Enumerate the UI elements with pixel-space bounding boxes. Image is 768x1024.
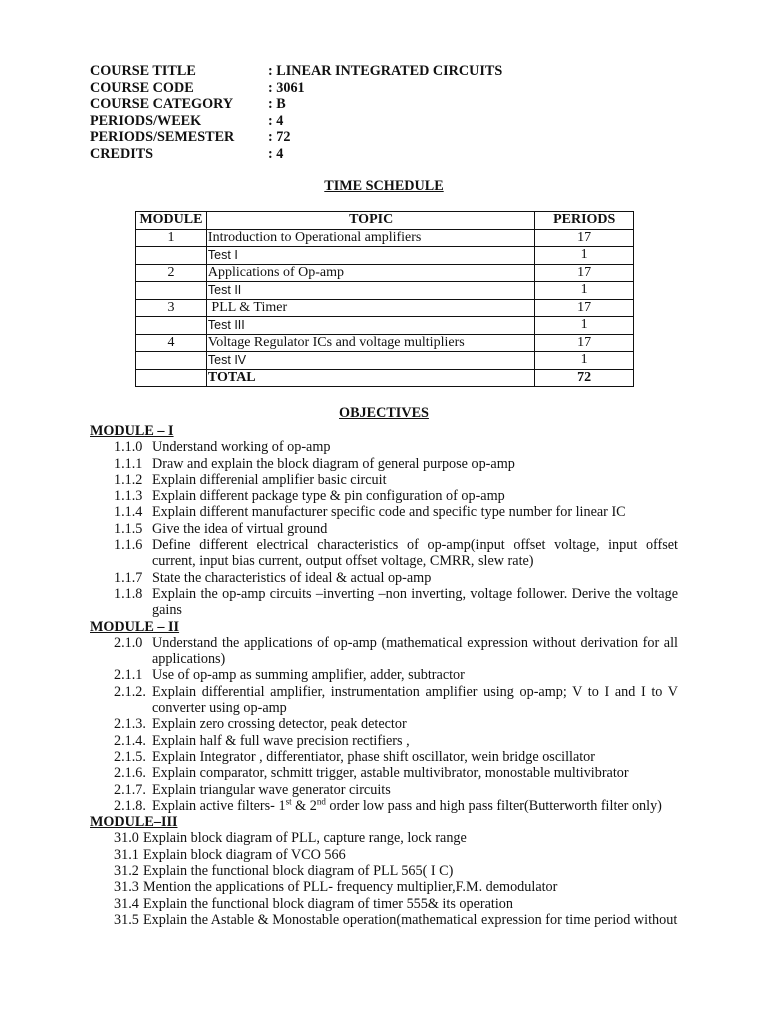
topic-cell: Test IV xyxy=(206,352,534,370)
course-info xyxy=(90,63,502,163)
list-item xyxy=(90,896,678,912)
module-1-heading: MODULE – I xyxy=(90,423,174,439)
item-number: 2.1.5. xyxy=(114,748,146,765)
module-3-items xyxy=(90,830,678,928)
item-text: Explain differenial amplifier basic circuit xyxy=(152,471,387,488)
credits-row xyxy=(90,146,502,163)
module-2-items xyxy=(90,635,678,814)
list-item xyxy=(90,912,678,928)
list-item xyxy=(90,830,678,846)
info-label: PERIODS/WEEK xyxy=(90,112,202,129)
list-item xyxy=(90,667,678,683)
list-item xyxy=(90,716,678,732)
text-part: Explain active filters- 1 xyxy=(152,797,286,814)
item-number: 31.5 xyxy=(114,911,139,928)
item-text: Explain block diagram of VCO 566 xyxy=(143,846,346,863)
item-number: 1.1.7 xyxy=(114,569,143,586)
list-item xyxy=(90,439,678,455)
periods-cell: 1 xyxy=(535,282,634,300)
item-number: 1.1.6 xyxy=(114,537,143,554)
text-part: order low pass and high pass filter(Butterworth filter only) xyxy=(325,797,662,814)
table-header-row xyxy=(136,212,634,230)
periods-semester-row xyxy=(90,129,502,146)
list-item xyxy=(90,782,678,798)
table-row xyxy=(136,317,634,335)
module-cell xyxy=(136,369,207,387)
item-text: State the characteristics of ideal & actual op-amp xyxy=(152,569,432,586)
item-number: 1.1.2 xyxy=(114,471,143,488)
module-cell: 4 xyxy=(136,334,207,352)
module-2-heading: MODULE – II xyxy=(90,618,180,635)
table-row xyxy=(136,299,634,317)
total-label: TOTAL xyxy=(206,369,534,387)
list-item xyxy=(90,586,678,619)
item-number: 2.1.0 xyxy=(114,634,143,651)
item-number: 2.1.4. xyxy=(114,732,146,749)
table-row xyxy=(136,264,634,282)
table-row xyxy=(136,352,634,370)
course-category-row xyxy=(90,96,502,113)
total-periods: 72 xyxy=(535,369,634,387)
item-number: 31.1 xyxy=(114,846,139,863)
item-text: Explain triangular wave generator circuits xyxy=(152,781,391,798)
item-number: 1.1.4 xyxy=(114,504,143,521)
item-text: Explain the functional block diagram of PLL 565( I C) xyxy=(143,863,454,880)
list-item xyxy=(90,863,678,879)
info-value: : 72 xyxy=(268,129,291,146)
objectives-list xyxy=(90,423,678,928)
periods-cell: 1 xyxy=(535,317,634,335)
item-number: 1.1.0 xyxy=(114,439,143,456)
item-text: Explain the op-amp circuits –inverting –non inverting, voltage follower. Derive the voltage gains xyxy=(152,585,678,619)
item-text: Understand the applications of op-amp (mathematical expression without derivation for all applications) xyxy=(152,634,678,668)
item-text xyxy=(152,798,678,814)
topic-cell: PLL & Timer xyxy=(206,299,534,317)
module-cell xyxy=(136,247,207,265)
list-item xyxy=(90,798,678,814)
item-number: 31.4 xyxy=(114,895,139,912)
list-item xyxy=(90,521,678,537)
item-text: Define different electrical characteristics of op-amp(input offset voltage, input offset current, input bias current, output offset voltage, CMRR, slew rate) xyxy=(152,537,678,570)
info-value: : 4 xyxy=(268,112,284,129)
topic-header: TOPIC xyxy=(206,212,534,230)
topic-cell: Applications of Op-amp xyxy=(206,264,534,282)
info-value: : B xyxy=(268,96,286,113)
item-number: 31.2 xyxy=(114,863,139,880)
item-number: 1.1.1 xyxy=(114,455,143,472)
item-number: 1.1.3 xyxy=(114,488,143,505)
periods-cell: 17 xyxy=(535,229,634,247)
topic-cell: Voltage Regulator ICs and voltage multipliers xyxy=(206,334,534,352)
time-schedule-table xyxy=(135,211,634,387)
text-part: & 2 xyxy=(291,797,317,814)
item-number: 2.1.2. xyxy=(114,683,146,700)
module-cell xyxy=(136,282,207,300)
table-row xyxy=(136,282,634,300)
info-value: : 3061 xyxy=(268,79,305,96)
periods-week-row xyxy=(90,113,502,130)
list-item xyxy=(90,847,678,863)
item-number: 2.1.6. xyxy=(114,765,146,782)
periods-cell: 1 xyxy=(535,247,634,265)
periods-cell: 17 xyxy=(535,264,634,282)
item-number: 31.0 xyxy=(114,830,139,847)
superscript: nd xyxy=(316,796,326,807)
info-label: COURSE CODE xyxy=(90,79,194,96)
info-label: COURSE TITLE xyxy=(90,63,196,79)
time-schedule-title: TIME SCHEDULE xyxy=(324,178,444,194)
item-number: 1.1.5 xyxy=(114,520,143,537)
item-text: Explain half & full wave precision rectifiers , xyxy=(152,732,410,749)
topic-cell: Test II xyxy=(206,282,534,300)
item-number: 1.1.8 xyxy=(114,585,143,602)
objectives-title: OBJECTIVES xyxy=(339,405,429,421)
module-3-heading: MODULE–III xyxy=(90,814,178,831)
module-header: MODULE xyxy=(136,212,207,230)
item-text: Explain the functional block diagram of timer 555& its operation xyxy=(143,895,513,912)
item-number: 2.1.1 xyxy=(114,667,143,684)
item-text: Use of op-amp as summing amplifier, adder, subtractor xyxy=(152,667,465,684)
superscript: st xyxy=(285,796,292,807)
list-item xyxy=(90,749,678,765)
item-text: Explain Integrator , differentiator, phase shift oscillator, wein bridge oscillator xyxy=(152,748,596,765)
topic-cell: Introduction to Operational amplifiers xyxy=(206,229,534,247)
info-value: : LINEAR INTEGRATED CIRCUITS xyxy=(268,63,503,79)
topic-cell: Test III xyxy=(206,317,534,335)
topic-cell: Test I xyxy=(206,247,534,265)
periods-header: PERIODS xyxy=(535,212,634,230)
module-cell: 2 xyxy=(136,264,207,282)
list-item xyxy=(90,879,678,895)
table-row xyxy=(136,334,634,352)
course-code-row xyxy=(90,80,502,97)
item-text: Draw and explain the block diagram of general purpose op-amp xyxy=(152,455,515,472)
module-1-items xyxy=(90,439,678,618)
item-text: Explain different package type & pin configuration of op-amp xyxy=(152,488,505,505)
info-label: CREDITS xyxy=(90,145,154,162)
module-cell xyxy=(136,317,207,335)
item-text: Mention the applications of PLL- frequency multiplier,F.M. demodulator xyxy=(143,879,558,896)
list-item xyxy=(90,635,678,668)
periods-cell: 1 xyxy=(535,352,634,370)
list-item xyxy=(90,472,678,488)
list-item xyxy=(90,684,678,717)
table-row xyxy=(136,229,634,247)
item-text: Explain block diagram of PLL, capture range, lock range xyxy=(143,830,467,847)
item-text: Understand working of op-amp xyxy=(152,439,331,456)
item-text: Explain differential amplifier, instrumentation amplifier using op-amp; V to I and I to V converter using op-amp xyxy=(152,683,678,717)
item-text: Explain the Astable & Monostable operation(mathematical expression for time period without xyxy=(143,911,678,928)
module-cell: 1 xyxy=(136,229,207,247)
item-text: Explain zero crossing detector, peak detector xyxy=(152,716,407,733)
list-item xyxy=(90,733,678,749)
info-value: : 4 xyxy=(268,145,284,162)
list-item xyxy=(90,570,678,586)
list-item xyxy=(90,765,678,781)
item-number: 2.1.7. xyxy=(114,781,146,798)
table-row xyxy=(136,247,634,265)
total-row xyxy=(136,369,634,387)
list-item xyxy=(90,537,678,570)
item-text: Explain different manufacturer specific code and specific type number for linear IC xyxy=(152,504,626,521)
item-number: 2.1.8. xyxy=(114,797,146,814)
list-item xyxy=(90,504,678,520)
list-item xyxy=(90,488,678,504)
item-text: Explain comparator, schmitt trigger, astable multivibrator, monostable multivibrator xyxy=(152,765,629,782)
info-label: COURSE CATEGORY xyxy=(90,96,234,113)
item-number: 31.3 xyxy=(114,879,139,896)
periods-cell: 17 xyxy=(535,299,634,317)
info-label: PERIODS/SEMESTER xyxy=(90,129,235,146)
periods-cell: 17 xyxy=(535,334,634,352)
item-text: Give the idea of virtual ground xyxy=(152,520,328,537)
module-cell xyxy=(136,352,207,370)
item-number: 2.1.3. xyxy=(114,716,146,733)
list-item xyxy=(90,456,678,472)
module-cell: 3 xyxy=(136,299,207,317)
course-title-row xyxy=(90,63,502,80)
